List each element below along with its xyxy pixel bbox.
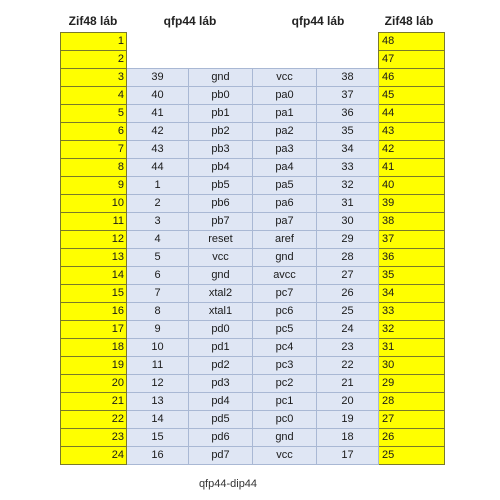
qfp-left-pin: 9 — [127, 321, 189, 339]
zif-right-pin: 46 — [379, 69, 445, 87]
qfp-right-pin: 21 — [317, 375, 379, 393]
signal-left: pb4 — [189, 159, 253, 177]
zif-right-pin: 47 — [379, 51, 445, 69]
qfp-left-pin: 1 — [127, 177, 189, 195]
table-row — [61, 105, 445, 123]
signal-left: pd3 — [189, 375, 253, 393]
table-row — [61, 123, 445, 141]
empty-cell — [317, 33, 379, 51]
signal-right: pc0 — [253, 411, 317, 429]
qfp-right-pin: 33 — [317, 159, 379, 177]
qfp-right-pin: 28 — [317, 249, 379, 267]
table-row — [61, 87, 445, 105]
signal-right: aref — [253, 231, 317, 249]
signal-right: pc3 — [253, 357, 317, 375]
zif-right-pin: 41 — [379, 159, 445, 177]
qfp-right-pin: 22 — [317, 357, 379, 375]
empty-cell — [189, 33, 317, 51]
zif-left-pin: 10 — [61, 195, 127, 213]
signal-left: pd1 — [189, 339, 253, 357]
table-row — [61, 339, 445, 357]
qfp-left-pin: 12 — [127, 375, 189, 393]
zif-right-pin: 26 — [379, 429, 445, 447]
zif-left-pin: 18 — [61, 339, 127, 357]
table-row — [61, 375, 445, 393]
zif-left-pin: 14 — [61, 267, 127, 285]
zif-right-pin: 48 — [379, 33, 445, 51]
signal-left: pb6 — [189, 195, 253, 213]
qfp-right-pin: 38 — [317, 69, 379, 87]
header-qfp-right: qfp44 láb — [291, 14, 345, 28]
zif-left-pin: 24 — [61, 447, 127, 465]
qfp-right-pin: 37 — [317, 87, 379, 105]
pin-table-body — [61, 33, 445, 465]
zif-left-pin: 1 — [61, 33, 127, 51]
qfp-right-pin: 24 — [317, 321, 379, 339]
table-row — [61, 141, 445, 159]
qfp-left-pin: 4 — [127, 231, 189, 249]
zif-right-pin: 44 — [379, 105, 445, 123]
qfp-right-pin: 20 — [317, 393, 379, 411]
qfp-right-pin: 18 — [317, 429, 379, 447]
zif-left-pin: 15 — [61, 285, 127, 303]
signal-left: pd0 — [189, 321, 253, 339]
qfp-left-pin: 8 — [127, 303, 189, 321]
signal-right: gnd — [253, 249, 317, 267]
zif-left-pin: 23 — [61, 429, 127, 447]
qfp-left-pin: 7 — [127, 285, 189, 303]
qfp-left-pin: 43 — [127, 141, 189, 159]
zif-right-pin: 29 — [379, 375, 445, 393]
signal-right: vcc — [253, 447, 317, 465]
signal-right: pa5 — [253, 177, 317, 195]
qfp-right-pin: 29 — [317, 231, 379, 249]
zif-right-pin: 39 — [379, 195, 445, 213]
empty-cell — [189, 51, 317, 69]
zif-right-pin: 40 — [379, 177, 445, 195]
qfp-left-pin: 16 — [127, 447, 189, 465]
qfp-left-pin: 41 — [127, 105, 189, 123]
qfp-right-pin: 26 — [317, 285, 379, 303]
signal-left: pb3 — [189, 141, 253, 159]
zif-right-pin: 43 — [379, 123, 445, 141]
qfp-left-pin: 39 — [127, 69, 189, 87]
zif-left-pin: 6 — [61, 123, 127, 141]
qfp-right-pin: 27 — [317, 267, 379, 285]
qfp-left-pin: 2 — [127, 195, 189, 213]
signal-right: pa0 — [253, 87, 317, 105]
qfp-left-pin: 10 — [127, 339, 189, 357]
zif-left-pin: 11 — [61, 213, 127, 231]
table-row — [61, 429, 445, 447]
signal-left: pd6 — [189, 429, 253, 447]
qfp-left-pin: 44 — [127, 159, 189, 177]
zif-left-pin: 7 — [61, 141, 127, 159]
caption: qfp44-dip44 — [198, 478, 258, 490]
qfp-left-pin: 42 — [127, 123, 189, 141]
signal-left: pb0 — [189, 87, 253, 105]
header-qfp-left: qfp44 láb — [163, 14, 217, 28]
table-row — [61, 267, 445, 285]
zif-left-pin: 12 — [61, 231, 127, 249]
empty-cell — [317, 51, 379, 69]
zif-right-pin: 35 — [379, 267, 445, 285]
signal-right: pc1 — [253, 393, 317, 411]
signal-left: pd2 — [189, 357, 253, 375]
qfp-left-pin: 13 — [127, 393, 189, 411]
zif-left-pin: 9 — [61, 177, 127, 195]
zif-right-pin: 36 — [379, 249, 445, 267]
table-row — [61, 51, 445, 69]
qfp-left-pin: 3 — [127, 213, 189, 231]
table-row — [61, 195, 445, 213]
signal-left: pb2 — [189, 123, 253, 141]
zif-left-pin: 8 — [61, 159, 127, 177]
zif-left-pin: 13 — [61, 249, 127, 267]
signal-left: xtal2 — [189, 285, 253, 303]
signal-right: pa4 — [253, 159, 317, 177]
qfp-right-pin: 23 — [317, 339, 379, 357]
zif-left-pin: 16 — [61, 303, 127, 321]
zif-left-pin: 4 — [61, 87, 127, 105]
signal-right: pa2 — [253, 123, 317, 141]
signal-right: pa3 — [253, 141, 317, 159]
header-zif-right: Zif48 láb — [384, 14, 434, 28]
qfp-right-pin: 35 — [317, 123, 379, 141]
empty-cell — [127, 51, 189, 69]
signal-right: pc2 — [253, 375, 317, 393]
zif-right-pin: 38 — [379, 213, 445, 231]
zif-right-pin: 33 — [379, 303, 445, 321]
signal-right: pa1 — [253, 105, 317, 123]
zif-right-pin: 42 — [379, 141, 445, 159]
table-row — [61, 213, 445, 231]
qfp-left-pin: 5 — [127, 249, 189, 267]
table-row — [61, 177, 445, 195]
table-row — [61, 231, 445, 249]
empty-cell — [127, 33, 189, 51]
zif-left-pin: 21 — [61, 393, 127, 411]
signal-left: reset — [189, 231, 253, 249]
zif-right-pin: 37 — [379, 231, 445, 249]
qfp-left-pin: 40 — [127, 87, 189, 105]
zif-right-pin: 27 — [379, 411, 445, 429]
zif-right-pin: 28 — [379, 393, 445, 411]
qfp-right-pin: 31 — [317, 195, 379, 213]
table-row — [61, 285, 445, 303]
signal-right: pc5 — [253, 321, 317, 339]
qfp-left-pin: 6 — [127, 267, 189, 285]
signal-left: pb1 — [189, 105, 253, 123]
zif-left-pin: 20 — [61, 375, 127, 393]
signal-right: avcc — [253, 267, 317, 285]
signal-left: pd5 — [189, 411, 253, 429]
signal-right: gnd — [253, 429, 317, 447]
zif-right-pin: 34 — [379, 285, 445, 303]
qfp-right-pin: 19 — [317, 411, 379, 429]
signal-right: pc6 — [253, 303, 317, 321]
zif-left-pin: 3 — [61, 69, 127, 87]
signal-right: pc7 — [253, 285, 317, 303]
qfp-right-pin: 34 — [317, 141, 379, 159]
pin-mapping-table — [60, 32, 445, 465]
table-row — [61, 69, 445, 87]
qfp-left-pin: 14 — [127, 411, 189, 429]
header-zif-left: Zif48 láb — [68, 14, 118, 28]
table-row — [61, 249, 445, 267]
signal-right: vcc — [253, 69, 317, 87]
signal-right: pa6 — [253, 195, 317, 213]
signal-left: pd4 — [189, 393, 253, 411]
table-row — [61, 321, 445, 339]
table-row — [61, 393, 445, 411]
zif-right-pin: 45 — [379, 87, 445, 105]
table-row — [61, 159, 445, 177]
signal-right: pa7 — [253, 213, 317, 231]
zif-right-pin: 30 — [379, 357, 445, 375]
zif-right-pin: 32 — [379, 321, 445, 339]
qfp-right-pin: 36 — [317, 105, 379, 123]
table-row — [61, 303, 445, 321]
zif-left-pin: 22 — [61, 411, 127, 429]
zif-left-pin: 2 — [61, 51, 127, 69]
table-row — [61, 357, 445, 375]
qfp-left-pin: 15 — [127, 429, 189, 447]
zif-right-pin: 25 — [379, 447, 445, 465]
table-row — [61, 411, 445, 429]
zif-right-pin: 31 — [379, 339, 445, 357]
qfp-right-pin: 25 — [317, 303, 379, 321]
signal-left: gnd — [189, 69, 253, 87]
signal-left: vcc — [189, 249, 253, 267]
signal-left: pb5 — [189, 177, 253, 195]
table-row — [61, 447, 445, 465]
signal-left: gnd — [189, 267, 253, 285]
qfp-right-pin: 32 — [317, 177, 379, 195]
zif-left-pin: 17 — [61, 321, 127, 339]
qfp-right-pin: 30 — [317, 213, 379, 231]
signal-left: xtal1 — [189, 303, 253, 321]
zif-left-pin: 19 — [61, 357, 127, 375]
table-row — [61, 33, 445, 51]
qfp-left-pin: 11 — [127, 357, 189, 375]
zif-left-pin: 5 — [61, 105, 127, 123]
qfp-right-pin: 17 — [317, 447, 379, 465]
signal-left: pd7 — [189, 447, 253, 465]
signal-right: pc4 — [253, 339, 317, 357]
signal-left: pb7 — [189, 213, 253, 231]
